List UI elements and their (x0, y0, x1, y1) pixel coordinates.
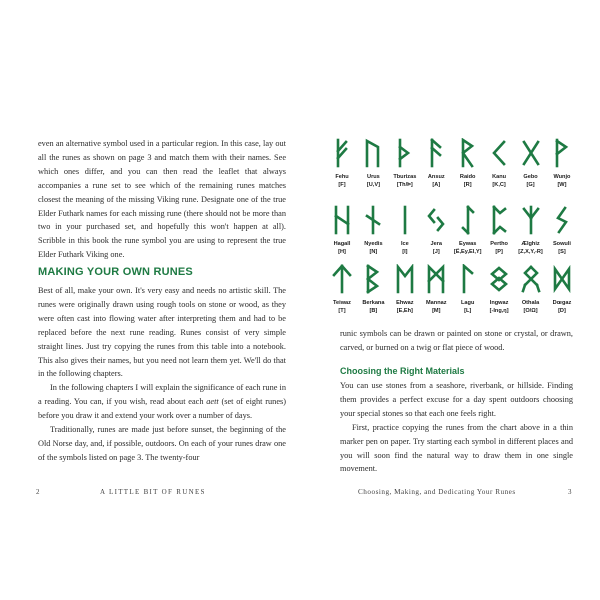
rune-name: Lagu (461, 300, 475, 306)
raido-rune-icon (457, 138, 479, 168)
ansuz-rune-icon-svg (425, 138, 447, 168)
rune-sound: [G] (526, 182, 535, 188)
rune-name: Mannaz (426, 300, 447, 306)
running-footer-right: Choosing, Making, and Dedicating Your Runes (358, 488, 516, 496)
rune-stroke (367, 141, 378, 166)
rune-name: Tburizas (393, 174, 417, 180)
eihwaz-rune-icon-svg (457, 205, 479, 235)
jera-rune-icon-svg (425, 205, 447, 235)
rune-sound: [H] (338, 249, 346, 255)
rune-cell (547, 138, 577, 189)
right-page (300, 0, 600, 600)
rune-row (327, 205, 577, 256)
rune-name: Gebo (523, 174, 538, 180)
jera-rune-icon (425, 205, 447, 235)
rune-stroke (438, 218, 443, 230)
rune-stroke (464, 266, 472, 292)
section-heading-materials: Choosing the Right Materials (340, 366, 465, 376)
nauthiz-rune-icon-svg (362, 205, 384, 235)
rune-cell (390, 205, 420, 256)
right-paragraph-2: You can use stones from a seashore, riverbank, or hillside. Finding them provides a perfect excuse for a day spent outdoors choosing your special stones so that each one feels right. (340, 381, 573, 418)
rune-row (327, 138, 577, 189)
rune-cell (453, 205, 483, 256)
mannaz-rune-icon-svg (425, 264, 447, 294)
rune-cell (547, 264, 577, 315)
ehwaz-rune-icon-svg (394, 264, 416, 294)
thurisaz-rune-icon-svg (394, 138, 416, 168)
rune-stroke (558, 208, 566, 232)
sowilo-rune-icon (551, 205, 573, 235)
uruz-rune-icon (362, 138, 384, 168)
rune-name: Kanu (492, 174, 507, 180)
fehu-rune-icon (331, 138, 353, 168)
rune-sound: [O/Ω] (523, 308, 538, 314)
rune-sound: [L] (464, 308, 472, 314)
rune-cell (421, 205, 451, 256)
rune-sound: [Z,X,Y,-R] (518, 249, 543, 255)
rune-stroke (494, 227, 505, 233)
wunjo-rune-icon (551, 138, 573, 168)
rune-stroke (557, 141, 566, 154)
dagaz-rune-icon-svg (551, 264, 573, 294)
rune-stroke (368, 266, 377, 292)
page-number-right: 3 (568, 488, 572, 496)
othala-rune-icon-svg (520, 264, 542, 294)
hagalaz-rune-icon (331, 205, 353, 235)
rune-sound: [D] (558, 308, 566, 314)
rune-stroke (494, 207, 505, 213)
rune-row (327, 264, 577, 315)
gebo-rune-icon (520, 138, 542, 168)
left-paragraph-2: Best of all, make your own. It's very easy and needs no artistic skill. The runes were originally drawn using rough tools on stone or wood, as they were often cast into flowing water after interpreting them and had to be replaced before the next rune reading. Runes consist of very simple straight lines. Just try copying the runes from this table into a notebook. This also gives their names, but you need not learn them yet. We'll do that in the following chapters. (38, 286, 286, 379)
rune-sound: [A] (432, 182, 441, 188)
right-paragraph-1: runic symbols can be drawn or painted on stone or crystal, or drawn, carved, or burned on a twig or flat piece of wood. (340, 329, 573, 352)
algiz-rune-icon (520, 205, 542, 235)
rune-cell (484, 138, 514, 189)
rune-sound: [S] (558, 249, 566, 255)
rune-name: Raido (459, 174, 476, 180)
tiwaz-rune-icon-svg (331, 264, 353, 294)
berkana-rune-icon-svg (362, 264, 384, 294)
left-paragraph-4: Traditionally, runes are made just before sunset, the beginning of the Old Norse day, and, if possible, outdoors. On each of your runes draw one of the symbols listed on page 3. The twenty-four (38, 425, 286, 462)
fehu-rune-icon-svg (331, 138, 353, 168)
laguz-rune-icon (457, 264, 479, 294)
rune-name: Teiwaz (333, 300, 351, 306)
rune-cell (421, 138, 451, 189)
rune-name: Dœgaz (552, 300, 572, 306)
rune-sound: [I] (402, 249, 408, 255)
rune-cell (327, 138, 357, 189)
kenaz-rune-icon (488, 138, 510, 168)
rune-sound: [F] (338, 182, 346, 188)
left-paragraph-3: In the following chapters I will explain the significance of each rune in a reading. You can, if you wish, read about each aett (set of eight runes) before you draw it and extend your work over a number of days. (38, 383, 286, 421)
rune-sound: [P] (495, 249, 503, 255)
section-heading-making-runes: MAKING YOUR OWN RUNES (38, 266, 193, 278)
ansuz-rune-icon (425, 138, 447, 168)
rune-stroke (494, 142, 504, 164)
rune-cell (453, 138, 483, 189)
rune-stroke (537, 285, 539, 291)
wunjo-rune-icon-svg (551, 138, 573, 168)
isa-rune-icon-svg (394, 205, 416, 235)
gebo-rune-icon-svg (520, 138, 542, 168)
rune-sound: [-Ing,ŋ] (489, 308, 509, 314)
rune-name: Hagall (333, 241, 351, 247)
rune-stroke (523, 285, 525, 291)
rune-cell (358, 264, 388, 315)
ingwaz-rune-icon (488, 264, 510, 294)
right-paragraph-3: First, practice copying the runes from the chart above in a thin marker pen on paper. Try starting each symbol in different places and you will soon find the natural way to draw them in one single movement. (340, 422, 573, 474)
rune-name: Nyedis (364, 241, 383, 247)
hagalaz-rune-icon-svg (331, 205, 353, 235)
ingwaz-rune-icon-svg (488, 264, 510, 294)
rune-cell (516, 264, 546, 315)
page-number-left: 2 (36, 488, 40, 496)
rune-cell (516, 205, 546, 256)
kenaz-rune-icon-svg (488, 138, 510, 168)
raido-rune-icon-svg (457, 138, 479, 168)
rune-name: Ansuz (427, 174, 445, 180)
rune-sound: [Th/Þ] (396, 182, 413, 188)
rune-name: Pertho (490, 241, 508, 247)
rune-name: Sowuli (552, 241, 571, 247)
rune-name: Ingwaz (489, 300, 509, 306)
eihwaz-rune-icon (457, 205, 479, 235)
uruz-rune-icon-svg (362, 138, 384, 168)
isa-rune-icon (394, 205, 416, 235)
rune-name: Eywas (458, 241, 477, 247)
rune-stroke (398, 267, 412, 292)
rune-sound: [J] (432, 249, 440, 255)
rune-cell (484, 264, 514, 315)
rune-cell (358, 138, 388, 189)
nauthiz-rune-icon (362, 205, 384, 235)
rune-stroke (429, 210, 434, 222)
left-text-block (38, 284, 286, 465)
rune-name: Fehu (335, 174, 349, 180)
rune-name: Othala (521, 300, 540, 306)
rune-sound: [Ë,Ey,EI,Y] (453, 249, 482, 255)
rune-sound: [T] (338, 308, 346, 314)
rune-cell (390, 138, 420, 189)
berkana-rune-icon (362, 264, 384, 294)
rune-sound: [U,V] (366, 182, 380, 188)
rune-sound: [B] (369, 308, 378, 314)
rune-cell (547, 205, 577, 256)
rune-sound: [N] (369, 249, 378, 255)
running-footer-left: A LITTLE BIT OF RUNES (100, 488, 206, 496)
rune-sound: [K,C] (492, 182, 506, 188)
rune-cell (484, 205, 514, 256)
rune-cell (453, 264, 483, 315)
rune-name: Ælghiz (521, 241, 540, 247)
sowilo-rune-icon-svg (551, 205, 573, 235)
tiwaz-rune-icon (331, 264, 353, 294)
rune-cell (516, 138, 546, 189)
rune-name: Ehwaz (396, 300, 414, 306)
dagaz-rune-icon (551, 264, 573, 294)
perthro-rune-icon-svg (488, 205, 510, 235)
rune-sound: [W] (557, 182, 567, 188)
rune-name: Wunjo (553, 174, 571, 180)
rune-stroke (336, 216, 348, 224)
rune-stroke (463, 140, 472, 166)
rune-cell (358, 205, 388, 256)
ehwaz-rune-icon (394, 264, 416, 294)
rune-sound: [E,Eh] (396, 308, 413, 314)
rune-name: Urus (367, 174, 380, 180)
rune-sound: [R] (463, 182, 472, 188)
rune-cell (390, 264, 420, 315)
rune-name: Ice (400, 241, 409, 247)
rune-cell (421, 264, 451, 315)
laguz-rune-icon-svg (457, 264, 479, 294)
rune-sound: [M] (432, 308, 441, 314)
perthro-rune-icon (488, 205, 510, 235)
rune-name: Berkana (362, 300, 385, 306)
rune-stroke (555, 269, 569, 289)
rune-name: Jera (430, 241, 443, 247)
left-paragraph-1: even an alternative symbol used in a particular region. In this case, lay out all the runes as shown on page 3 and match them with their names. See which ones differ, and you can then read the leaflet that always accompanies a rune set to see which of the remaining runes matches closest the meaning of the missing Viking rune. Designate one of the true Elder Futhark names for each missing rune (there should not be more than two in your purchased set, and hopefully this won't happen at all). Scribble in this book the rune symbol you are using to represent the true Elder Futhark Viking one. (38, 139, 286, 260)
algiz-rune-icon-svg (520, 205, 542, 235)
rune-cell (327, 264, 357, 315)
rune-cell (327, 205, 357, 256)
thurisaz-rune-icon (394, 138, 416, 168)
mannaz-rune-icon (425, 264, 447, 294)
right-text-block (340, 379, 573, 476)
othala-rune-icon (520, 264, 542, 294)
